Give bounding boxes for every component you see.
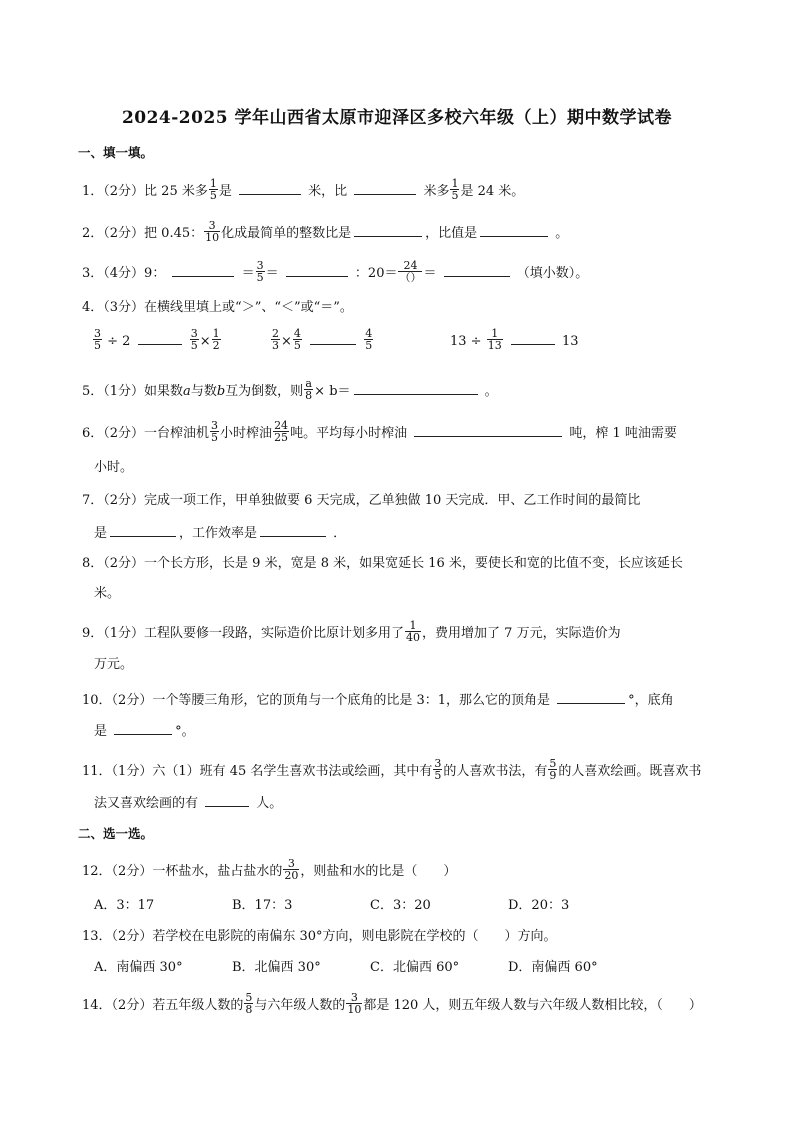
answer-blank[interactable] — [172, 262, 234, 277]
fraction: $\frac{3}{5}$ — [211, 419, 219, 444]
option-a[interactable]: A．3：17 — [94, 898, 155, 913]
answer-blank[interactable] — [138, 330, 182, 345]
question-12: 12．（2分）一杯盐水，盐占盐水的 $\frac{3}{20}$ ，则盐和水的比是（ ） — [82, 857, 457, 882]
fraction: $\frac{3}{5}$ — [94, 327, 101, 352]
fraction: $\frac{1}{5}$ — [209, 177, 217, 202]
fraction: $\frac{4}{5}$ — [365, 327, 373, 352]
question-14: 14．（2分）若五年级人数的 $\frac{5}{8}$ 与六年级人数的 $\frac{3}{10}$ 都是 120 人，则五年级人数与六年级人数相比较，（ ） — [82, 991, 702, 1016]
answer-blank[interactable] — [354, 380, 478, 395]
question-13: 13．（2分）若学校在电影院的南偏东 30°方向，则电影院在学校的（ ）方向。 — [82, 929, 557, 944]
fraction: $\frac{5}{9}$ — [549, 757, 557, 782]
answer-blank[interactable] — [205, 792, 249, 807]
question-1: 1．（2分）比 25 米多 $\frac{1}{5}$ 是 米，比 米多 $\frac{1}{5}$ 是 24 米。 — [82, 177, 525, 202]
option-c[interactable]: C．3：20 — [370, 898, 431, 913]
fraction: $\frac{3}{5}$ — [434, 757, 442, 782]
page-title: 2024-2025 学年山西省太原市迎泽区多校六年级（上）期中数学试卷 — [121, 108, 673, 128]
fraction: $\frac{24}{()}$ — [399, 259, 422, 284]
question-10-cont: 是 °。 — [94, 720, 195, 742]
fraction: $\frac{2}{3}$ — [272, 327, 279, 352]
fraction: $\frac{3}{10}$ — [205, 219, 220, 244]
fraction: $\frac{a}{8}$ — [305, 377, 313, 402]
question-11-cont: 法又喜欢绘画的有 人。 — [94, 792, 282, 814]
fraction: $\frac{3}{10}$ — [347, 991, 362, 1016]
fraction: $\frac{1}{5}$ — [451, 177, 459, 202]
fraction: $\frac{3}{5}$ — [256, 259, 264, 284]
question-8: 8．（2分）一个长方形，长是 9 米，宽是 8 米，如果宽延长 16 米，要使长和宽的比值不变，长应该延长 — [82, 556, 683, 571]
question-10: 10．（2分）一个等腰三角形，它的顶角与一个底角的比是 3：1，那么它的顶角是 °，底角 — [82, 689, 674, 711]
fraction: $\frac{4}{5}$ — [293, 327, 301, 352]
question-9: 9．（1分）工程队要修一段路，实际造价比原计划多用了 $\frac{1}{40}$ ，费用增加了 7 万元，实际造价为 — [82, 619, 621, 644]
question-12-options — [94, 896, 646, 916]
question-4: 4．（3分）在横线里填上或“＞”、“＜”或“＝”。 — [82, 300, 353, 315]
answer-blank[interactable] — [114, 720, 172, 735]
option-c[interactable]: C．北偏西 60° — [370, 960, 460, 975]
option-b[interactable]: B．17：3 — [232, 898, 293, 913]
answer-blank[interactable] — [557, 689, 625, 704]
question-5: 5．（1分）如果数a与数b互为倒数，则 $\frac{a}{8}$ × b＝ 。 — [82, 377, 498, 402]
option-d[interactable]: D．20：3 — [508, 898, 570, 913]
answer-blank[interactable] — [110, 522, 176, 537]
question-8-cont: 米。 — [94, 586, 121, 601]
question-9-cont: 万元。 — [94, 657, 134, 672]
answer-blank[interactable] — [260, 522, 326, 537]
answer-blank[interactable] — [511, 330, 555, 345]
comparison-1: $\frac{3}{5}$ ÷ 2 $\frac{3}{5}$ × $\frac{1}{2}$ — [94, 327, 220, 352]
fraction: $\frac{1}{2}$ — [212, 327, 220, 352]
fraction: $\frac{3}{20}$ — [284, 857, 299, 882]
question-7-cont: 是 ，工作效率是 ． — [94, 522, 346, 544]
section-heading-choice: 二、选一选。 — [78, 826, 154, 841]
fraction: $\frac{3}{5}$ — [190, 327, 198, 352]
answer-blank[interactable] — [444, 262, 510, 277]
answer-blank[interactable] — [354, 222, 422, 237]
option-d[interactable]: D．南偏西 60° — [508, 960, 598, 975]
question-3: 3．（4分）9： ＝ $\frac{3}{5}$ ＝ ：20＝ $\frac{24}{()}$ ＝ （填小数）。 — [82, 259, 589, 284]
answer-blank[interactable] — [354, 180, 416, 195]
comparison-2: $\frac{2}{3}$ × $\frac{4}{5}$ $\frac{4}{5}$ — [272, 327, 373, 352]
answer-blank[interactable] — [310, 330, 356, 345]
question-6: 6．（2分）一台榨油机 $\frac{3}{5}$ 小时榨油 $\frac{24}{25}$ 吨。平均每小时榨油 吨，榨 1 吨油需要 — [82, 419, 677, 444]
fraction: $\frac{24}{25}$ — [274, 419, 289, 444]
question-2: 2．（2分）把 0.45： $\frac{3}{10}$ 化成最简单的整数比是 ，比值是 。 — [82, 219, 569, 244]
fraction: $\frac{1}{13}$ — [487, 327, 502, 352]
answer-blank[interactable] — [286, 262, 348, 277]
answer-blank[interactable] — [414, 422, 562, 437]
answer-blank[interactable] — [480, 222, 548, 237]
option-b[interactable]: B．北偏西 30° — [232, 960, 321, 975]
comparison-3: 13 ÷ $\frac{1}{13}$ 13 — [450, 327, 579, 352]
answer-blank[interactable] — [239, 180, 301, 195]
question-7: 7．（2分）完成一项工作，甲单独做要 6 天完成，乙单独做 10 天完成．甲、乙工作时间的最简比 — [82, 493, 641, 508]
question-13-options — [94, 958, 646, 978]
fraction: $\frac{5}{8}$ — [245, 991, 253, 1016]
question-11: 11．（1分）六（1）班有 45 名学生喜欢书法或绘画，其中有 $\frac{3}{5}$ 的人喜欢书法，有 $\frac{5}{9}$ 的人喜欢绘画。既喜欢书 — [82, 757, 702, 782]
option-a[interactable]: A．南偏西 30° — [94, 960, 183, 975]
question-6-cont: 小时。 — [94, 460, 134, 475]
section-heading-fill: 一、填一填。 — [78, 145, 154, 160]
fraction: $\frac{1}{40}$ — [406, 619, 421, 644]
